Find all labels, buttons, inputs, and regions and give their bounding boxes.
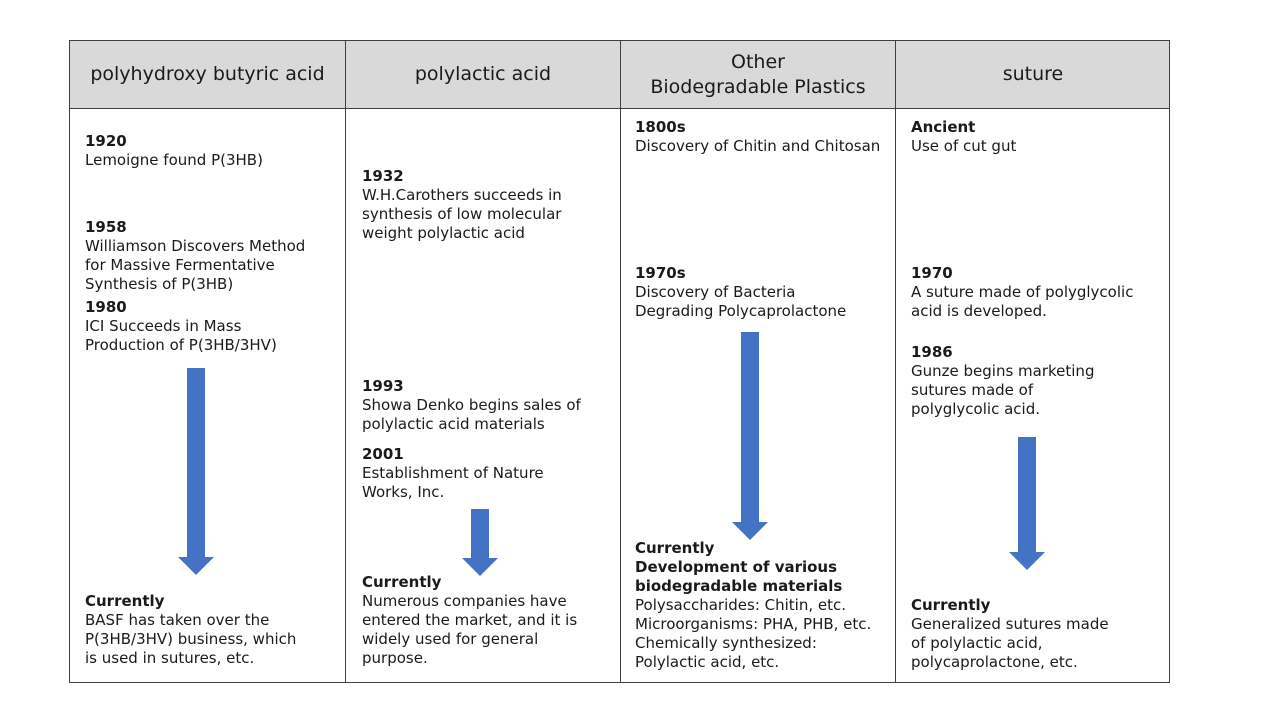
entry-text: weight polylactic acid (362, 224, 525, 242)
entry-text: Discovery of Bacteria (635, 283, 796, 301)
entry-pha-currently (85, 592, 296, 668)
entry-year: 1970 (911, 264, 953, 282)
entry-pha-1920 (85, 132, 263, 170)
entry-text: polyglycolic acid. (911, 400, 1040, 418)
entry-text: Establishment of Nature (362, 464, 544, 482)
entry-other-1970s (635, 264, 846, 321)
entry-other-currently (635, 539, 871, 672)
entry-text: Generalized sutures made (911, 615, 1109, 633)
entry-text: Degrading Polycaprolactone (635, 302, 847, 320)
entry-text: Use of cut gut (911, 137, 1017, 155)
entry-pla-2001 (362, 445, 544, 502)
entry-year: 1958 (85, 218, 127, 236)
header-other-plastics: Other Biodegradable Plastics (650, 50, 866, 98)
entry-text: Lemoigne found P(3HB) (85, 151, 263, 169)
entry-text: widely used for general (362, 630, 539, 648)
entry-pla-1993 (362, 377, 581, 434)
entry-text: for Massive Fermentative (85, 256, 275, 274)
entry-year: 1986 (911, 343, 953, 361)
entry-bold-text: biodegradable materials (635, 577, 843, 595)
entry-year: 2001 (362, 445, 404, 463)
column-divider (345, 41, 346, 682)
entry-text: Numerous companies have (362, 592, 567, 610)
entry-year: Currently (85, 592, 165, 610)
entry-year: 1800s (635, 118, 686, 136)
entry-pla-1932 (362, 167, 562, 243)
entry-text: sutures made of (911, 381, 1034, 399)
entry-text: purpose. (362, 649, 428, 667)
entry-pha-1980 (85, 298, 277, 355)
column-divider (895, 41, 896, 682)
header-suture: suture (1002, 63, 1064, 85)
entry-text: polycaprolactone, etc. (911, 653, 1078, 671)
down-arrow-icon (178, 368, 214, 575)
entry-text: Synthesis of P(3HB) (85, 275, 234, 293)
entry-text: entered the market, and it is (362, 611, 578, 629)
entry-text: polylactic acid materials (362, 415, 545, 433)
entry-text: of polylactic acid, (911, 634, 1043, 652)
entry-text: W.H.Carothers succeeds in (362, 186, 562, 204)
entry-text: Chemically synthesized: (635, 634, 817, 652)
entry-text: Showa Denko begins sales of (362, 396, 581, 414)
down-arrow-icon (462, 509, 498, 576)
entry-year: 1920 (85, 132, 127, 150)
entry-suture-1970 (911, 264, 1133, 321)
entry-pla-currently (362, 573, 577, 668)
entry-year: Ancient (911, 118, 976, 136)
entry-text: Production of P(3HB/3HV) (85, 336, 277, 354)
entry-suture-1986 (911, 343, 1094, 419)
entry-text: synthesis of low molecular (362, 205, 562, 223)
entry-text: Microorganisms: PHA, PHB, etc. (635, 615, 872, 633)
down-arrow-icon (732, 332, 768, 540)
entry-bold-text: Development of various (635, 558, 838, 576)
entry-year: Currently (911, 596, 991, 614)
entry-other-1800s (635, 118, 880, 156)
entry-text: ICI Succeeds in Mass (85, 317, 242, 335)
entry-text: Polysaccharides: Chitin, etc. (635, 596, 847, 614)
entry-text: Discovery of Chitin and Chitosan (635, 137, 881, 155)
entry-text: Gunze begins marketing (911, 362, 1095, 380)
entry-text: Works, Inc. (362, 483, 445, 501)
entry-text: is used in sutures, etc. (85, 649, 255, 667)
entry-text: BASF has taken over the (85, 611, 270, 629)
entry-year: Currently (635, 539, 715, 557)
entry-suture-currently (911, 596, 1109, 672)
entry-text: P(3HB/3HV) business, which (85, 630, 297, 648)
header-pla: polylactic acid (414, 63, 552, 85)
entry-suture-ancient (911, 118, 1016, 156)
entry-year: 1993 (362, 377, 404, 395)
entry-pha-1958 (85, 218, 305, 294)
entry-text: Polylactic acid, etc. (635, 653, 780, 671)
entry-text: acid is developed. (911, 302, 1047, 320)
entry-year: 1970s (635, 264, 686, 282)
entry-year: 1980 (85, 298, 127, 316)
entry-text: Williamson Discovers Method (85, 237, 306, 255)
column-divider (620, 41, 621, 682)
header-pha: polyhydroxy butyric acid (90, 63, 325, 85)
down-arrow-icon (1009, 437, 1045, 570)
entry-year: Currently (362, 573, 442, 591)
entry-text: A suture made of polyglycolic (911, 283, 1134, 301)
entry-year: 1932 (362, 167, 404, 185)
